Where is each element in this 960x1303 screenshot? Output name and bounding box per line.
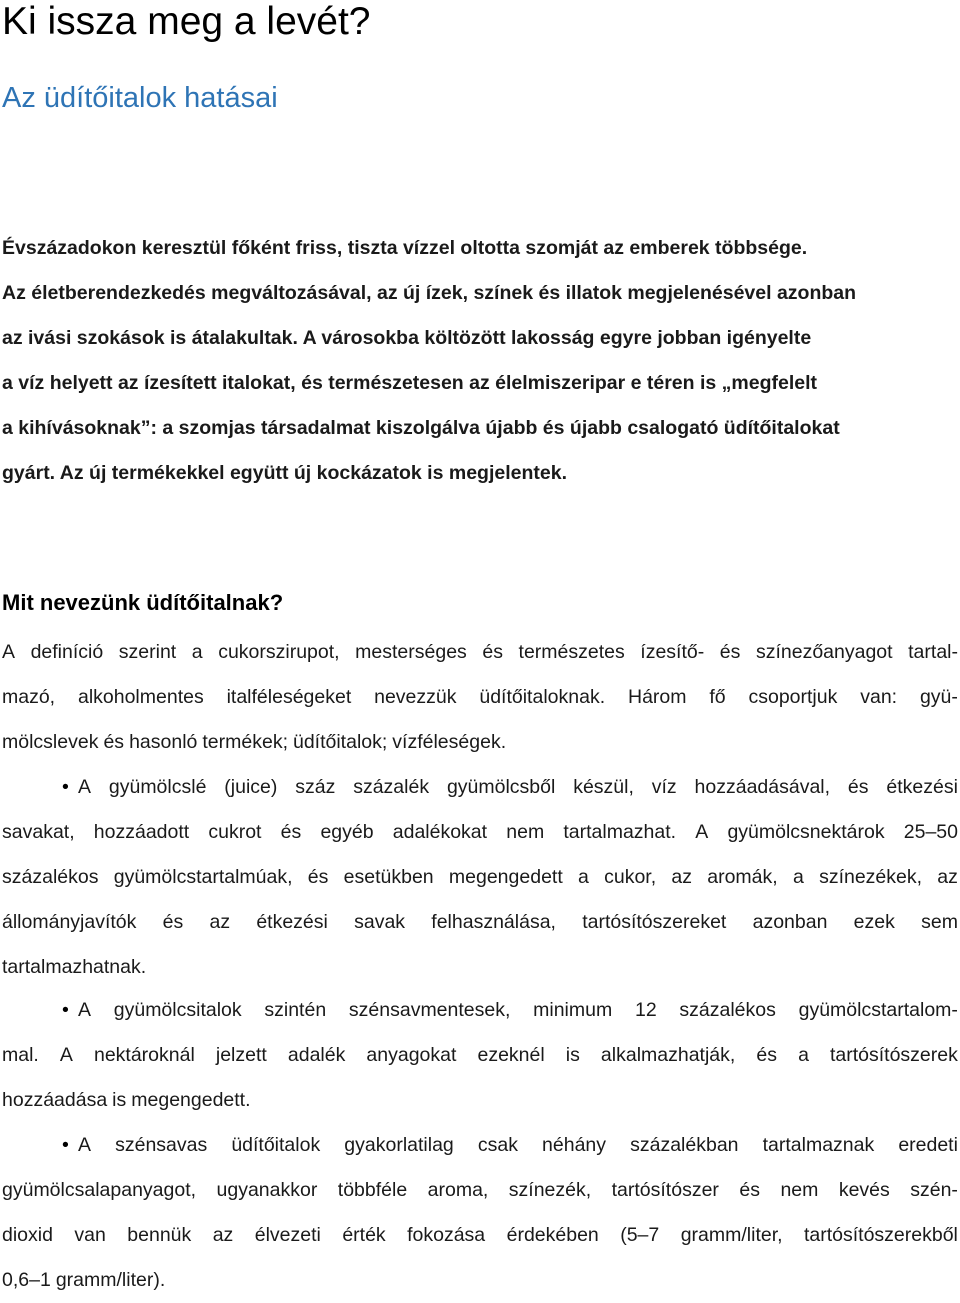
definition-paragraph bbox=[2, 630, 958, 765]
intro-line: gyárt. Az új termékekkel együtt új kockázatok is megjelentek. bbox=[2, 462, 567, 484]
bullet-line: A szénsavas üdítőitalok gyakorlatilag csak néhány százalékban tartalmaznak eredeti bbox=[78, 1134, 958, 1156]
definition-line: mölcslevek és hasonló termékek; üdítőitalok; vízféleségek. bbox=[2, 731, 507, 753]
document-subtitle: Az üdítőitalok hatásai bbox=[2, 82, 278, 114]
bullet-line: tartalmazhatnak. bbox=[2, 956, 147, 978]
definition-line: A definíció szerint a cukorszirupot, mesterséges és természetes ízesítő- és színezőanyagot tartal- bbox=[2, 641, 958, 663]
bullet-icon: • bbox=[62, 776, 69, 798]
bullet-line: A gyümölcsitalok szintén szénsavmentesek, minimum 12 százalékos gyümölcstartalom- bbox=[78, 999, 958, 1021]
definition-line: mazó, alkoholmentes italféleségeket nevezzük üdítőitaloknak. Három fő csoportjuk van: gyü- bbox=[2, 686, 958, 708]
intro-line: Az életberendezkedés megváltozásával, az új ízek, színek és illatok megjelenésével azonban bbox=[2, 282, 857, 304]
intro-line: a kihívásoknak”: a szomjas társadalmat kiszolgálva újabb és újabb csalogató üdítőitalokat bbox=[2, 417, 840, 439]
bullet-line: A gyümölcslé (juice) száz százalék gyümölcsből készül, víz hozzáadásával, és étkezési bbox=[78, 776, 958, 798]
bullet-item-juice bbox=[2, 765, 958, 990]
bullet-item-carbonated bbox=[2, 1123, 958, 1303]
bullet-line: százalékos gyümölcstartalmúak, és esetükben megengedett a cukor, az aromák, a színezékek, az bbox=[2, 866, 958, 888]
bullet-icon: • bbox=[62, 1134, 69, 1156]
bullet-line: állományjavítók és az étkezési savak felhasználása, tartósítószereket azonban ezek sem bbox=[2, 911, 958, 933]
bullet-line: mal. A nektároknál jelzett adalék anyagokat ezeknél is alkalmazhatják, és a tartósítószerek bbox=[2, 1044, 958, 1066]
bullet-item-fruit-drinks bbox=[2, 988, 958, 1123]
bullet-line: 0,6–1 gramm/liter). bbox=[2, 1269, 166, 1291]
document-title: Ki issza meg a levét? bbox=[2, 0, 371, 43]
bullet-line: dioxid van bennük az élvezeti érték fokozása érdekében (5–7 gramm/liter, tartósítószerekből bbox=[2, 1224, 958, 1246]
intro-line: az ivási szokások is átalakultak. A városokba költözött lakosság egyre jobban igényelte bbox=[2, 327, 812, 349]
section-heading: Mit nevezünk üdítőitalnak? bbox=[2, 590, 284, 615]
intro-paragraph bbox=[2, 226, 960, 496]
intro-line: Évszázadokon keresztül főként friss, tiszta vízzel oltotta szomját az emberek többsége. bbox=[2, 237, 808, 259]
intro-line: a víz helyett az ízesített italokat, és természetesen az élelmiszeripar e téren is „megfelelt bbox=[2, 372, 818, 394]
bullet-line: hozzáadása is megengedett. bbox=[2, 1089, 251, 1111]
bullet-line: savakat, hozzáadott cukrot és egyéb adalékokat nem tartalmazhat. A gyümölcsnektárok 25–50 bbox=[2, 821, 958, 843]
bullet-line: gyümölcsalapanyagot, ugyanakkor többféle aroma, színezék, tartósítószer és nem kevés szén- bbox=[2, 1179, 958, 1201]
bullet-icon: • bbox=[62, 999, 69, 1021]
